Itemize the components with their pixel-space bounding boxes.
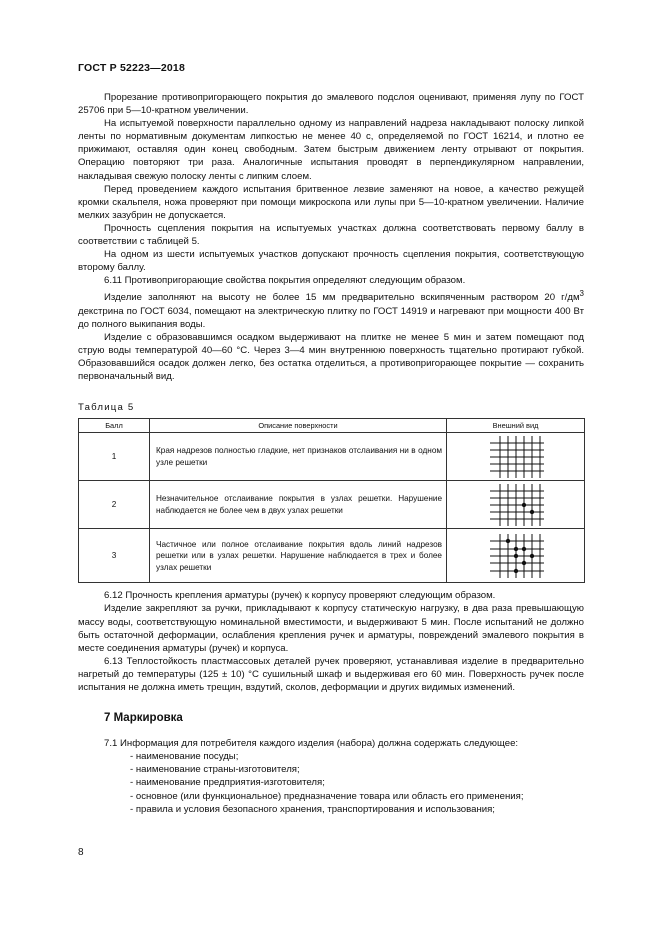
grid-pattern-3-image	[486, 534, 546, 578]
table-caption: Таблица 5	[78, 402, 135, 414]
paragraph: На одном из шести испытуемых участков допускают прочность сцепления покрытия, соответствующую второму баллу.	[78, 249, 584, 274]
paragraph: 6.13 Теплостойкость пластмассовых деталей ручек проверяют, устанавливая изделие в предварительно нагретый до температуры (125 ± 10) °С сушильный шкаф и выдерживая его 60 мин. Поверхность ручек после испытания не должна иметь трещин, вздутий, сколов, деформации и других видимых изменений.	[78, 655, 584, 693]
grid-pattern-2-image	[486, 484, 546, 526]
list-item: - наименование страны-изготовителя;	[130, 764, 300, 776]
table-row	[79, 529, 585, 583]
page-number: 8	[78, 847, 84, 858]
col-header-score: Балл	[79, 419, 150, 433]
col-header-appearance: Внешний вид	[447, 419, 585, 433]
paragraph: Перед проведением каждого испытания бритвенное лезвие заменяют на новое, а качество режущей кромки скальпеля, ножа проверяют при помощи микроскопа или лупы при 5—10-кратном увеличении. Наличие мелких зазубрин не допускается.	[78, 183, 584, 221]
superscript: 3	[579, 289, 584, 299]
description-cell: Частичное или полное отслаивание покрытия вдоль линий надрезов решетки или в узлах решетки. Нарушение наблюдается в трех и более узлах решетки	[150, 529, 447, 583]
description-cell: Незначительное отслаивание покрытия в узлах решетки. Нарушение наблюдается не более чем в двух узлах решетки	[150, 481, 447, 529]
paragraph: Изделие закрепляют за ручки, прикладывают к корпусу статическую нагрузку, в два раза превышающую массу воды, соответствующую номинальной вместимости, и выдерживают 5 мин. После испытаний не должно быть остаточной деформации, ослабления крепления ручек и арматуры, повреждений эмалевого покрытия в месте соединения арматуры (ручек) и корпуса.	[78, 603, 584, 654]
paragraph: Прорезание противопригорающего покрытия до эмалевого подслоя оценивают, применяя лупу по ГОСТ 25706 при 5—10-кратном увеличении.	[78, 92, 584, 117]
list-item: - наименование предприятия-изготовителя;	[130, 777, 325, 789]
paragraph-dextrin	[78, 287, 584, 330]
score-cell: 1	[79, 433, 150, 481]
list-item: - наименование посуды;	[130, 751, 239, 763]
paragraph: Прочность сцепления покрытия на испытуемых участках должна соответствовать первому баллу в соответствии с таблицей 5.	[78, 222, 584, 248]
appearance-cell	[447, 481, 585, 529]
grid-pattern-1-image	[486, 436, 546, 478]
paragraph: 6.11 Противопригорающие свойства покрытия определяют следующим образом.	[104, 275, 466, 287]
appearance-cell	[447, 529, 585, 583]
table-row	[79, 433, 585, 481]
paragraph: 6.12 Прочность крепления арматуры (ручек) к корпусу проверяют следующим образом.	[104, 590, 496, 602]
text-part: Изделие заполняют на высоту не более 15 мм предварительно вскипяченным раствором 20 г/дм	[104, 292, 580, 304]
text-part: декстрина по ГОСТ 6034, помещают на электрическую плитку по ГОСТ 14919 и нагревают при мощности 400 Вт до полного выкипания воды.	[78, 305, 584, 330]
score-cell: 3	[79, 529, 150, 583]
table-5	[78, 418, 585, 583]
page-body	[78, 91, 584, 816]
document-header: ГОСТ Р 52223—2018	[78, 62, 186, 74]
description-cell: Края надрезов полностью гладкие, нет признаков отслаивания ни в одном узле решетки	[150, 433, 447, 481]
appearance-cell	[447, 433, 585, 481]
score-cell: 2	[79, 481, 150, 529]
paragraph: На испытуемой поверхности параллельно одному из направлений надреза накладывают полоску липкой ленты по нормативным документам липкостью не менее 40 с, определяемой по ГОСТ 16214, и плотно ее прижимают, оставляя один конец свободным. Затем быстрым движением ленту отрывают от покрытия. Операцию повторяют три раза. Аналогичные испытания проводят в перпендикулярном направлении, накладывая свежую полоску ленты с липким слоем.	[78, 118, 584, 182]
col-header-description: Описание поверхности	[150, 419, 447, 433]
table-row	[79, 481, 585, 529]
list-item: - основное (или функциональное) предназначение товара или область его применения;	[130, 790, 524, 802]
paragraph: 7.1 Информация для потребителя каждого изделия (набора) должна содержать следующее:	[104, 738, 519, 750]
paragraph: Изделие с образовавшимся осадком выдерживают на плитке не менее 5 мин и затем помещают под струю воды температурой 40—60 °С. Через 3—4 мин внутреннюю поверхность тщательно протирают губкой. Образовавшийся осадок должен легко, без остатка отделиться, а противопригорающее покрытие — сохранить первоначальный вид.	[78, 331, 584, 383]
section-title: 7 Маркировка	[104, 712, 183, 725]
list-item: - правила и условия безопасного хранения, транспортирования и использования;	[130, 803, 495, 815]
